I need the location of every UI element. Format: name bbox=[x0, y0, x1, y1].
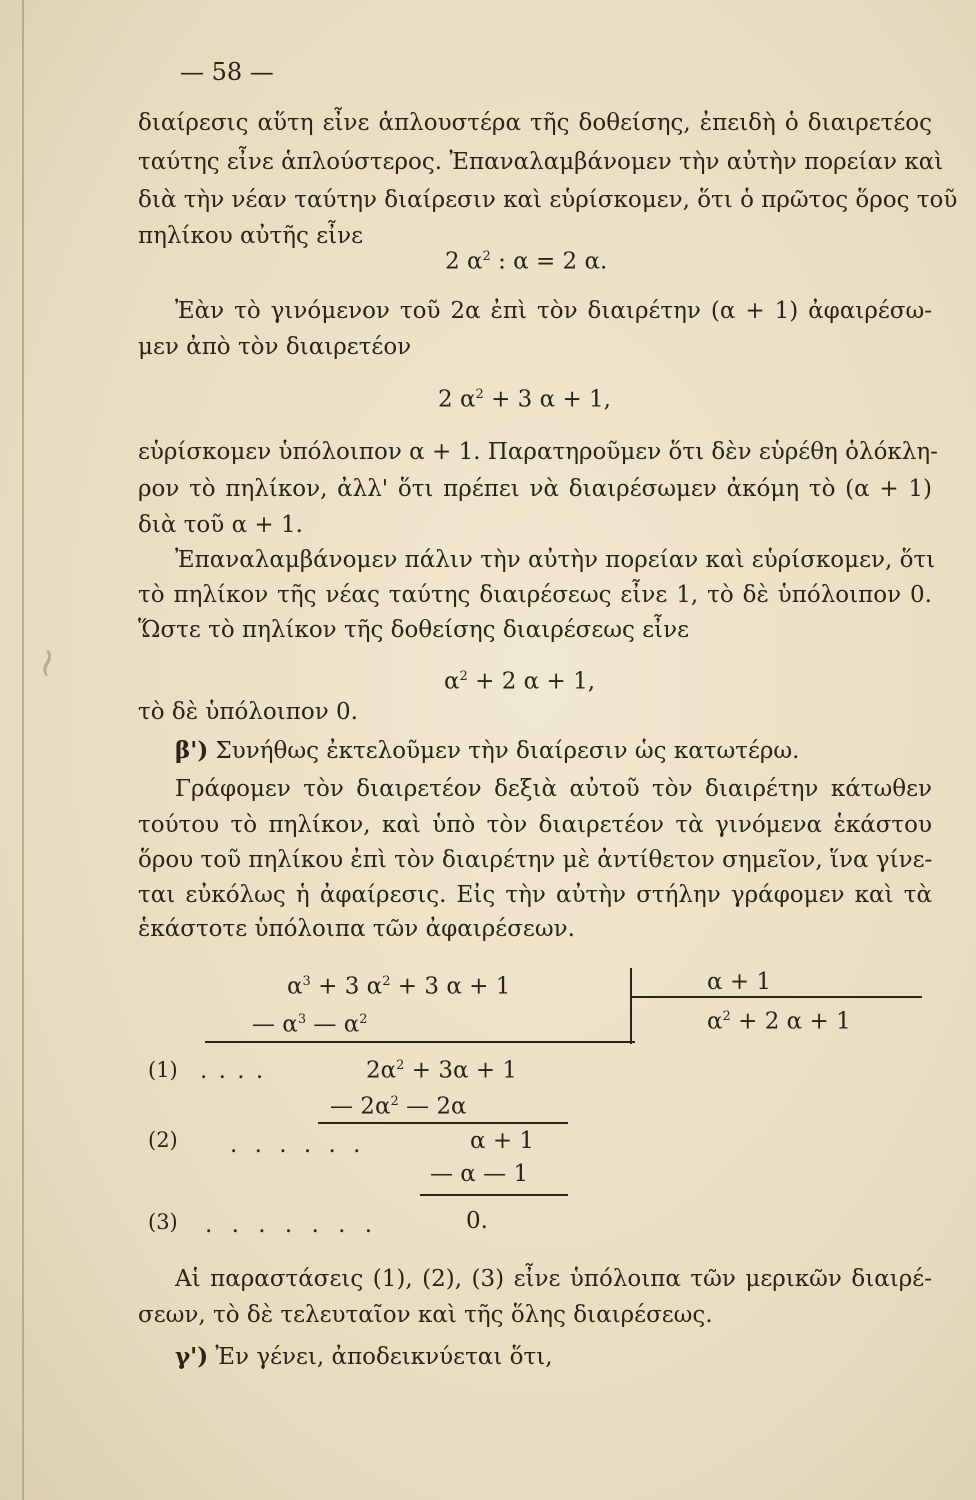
text-line: μεν ἀπὸ τὸν διαιρετέον bbox=[138, 334, 412, 360]
division-label-1: (1) bbox=[148, 1058, 178, 1082]
section-b-heading bbox=[175, 734, 799, 768]
division-term: — α bbox=[252, 1011, 298, 1038]
equation-1 bbox=[445, 240, 607, 279]
text-line: Ὥστε τὸ πηλίκον τῆς δοθείσης διαιρέσεως εἶνε bbox=[138, 617, 690, 643]
division-term: + 3 α bbox=[310, 973, 383, 1000]
equation-exponent: 2 bbox=[459, 669, 468, 684]
text-line: τούτου τὸ πηλίκον, καὶ ὑπὸ τὸν διαιρετέον τὰ γινόμενα ἑκάστου bbox=[138, 812, 932, 838]
text-line: ἑκάστοτε ὑπόλοιπα τῶν ἀφαιρέσεων. bbox=[138, 916, 575, 942]
text-line: σεων, τὸ δὲ τελευταῖον καὶ τῆς ὅλης διαιρέσεως. bbox=[138, 1302, 713, 1328]
text-line: τὸ πηλίκον τῆς νέας ταύτης διαιρέσεως εἶνε 1, τὸ δὲ ὑπόλοιπον 0. bbox=[138, 582, 932, 608]
division-remainder-2: α + 1 bbox=[470, 1128, 535, 1154]
division-dots-2: . . . . . . bbox=[230, 1132, 366, 1158]
equation-3 bbox=[444, 660, 595, 699]
division-rule bbox=[205, 1041, 635, 1043]
text-line: ρον τὸ πηλίκον, ἀλλ' ὅτι πρέπει νὰ διαιρέσωμεν ἀκόμη τὸ (α + 1) bbox=[138, 476, 932, 502]
quotient bbox=[707, 1000, 851, 1039]
divisor-rule bbox=[632, 996, 922, 998]
equation-part: 2 α bbox=[438, 386, 476, 413]
equation-part: + 2 α + 1, bbox=[467, 668, 596, 695]
division-remainder-1 bbox=[366, 1049, 517, 1088]
division-exponent: 3 bbox=[297, 1012, 307, 1027]
text-line: Ἐὰν τὸ γινόμενον τοῦ 2α ἐπὶ τὸν διαιρέτην (α + 1) ἀφαιρέσω- bbox=[175, 298, 932, 324]
text-line: ται εὐκόλως ἡ ἀφαίρεσις. Εἰς τὴν αὐτὴν στήλην γράφομεν καὶ τὰ bbox=[138, 882, 932, 908]
equation-part: + 3 α + 1, bbox=[483, 386, 611, 413]
equation-part: α bbox=[444, 668, 460, 695]
text-line: Γράφομεν τὸν διαιρετέον δεξιὰ αὐτοῦ τὸν διαιρέτην κάτωθεν bbox=[175, 776, 932, 802]
division-subtrahend-2 bbox=[330, 1085, 467, 1124]
division-term: — 2α bbox=[330, 1093, 391, 1120]
margin-pencil-mark: ~ bbox=[21, 642, 73, 684]
section-b-text: Συνήθως ἐκτελοῦμεν τὴν διαίρεσιν ὡς κατωτέρω. bbox=[208, 738, 800, 764]
division-exponent: 3 bbox=[302, 974, 311, 989]
division-dividend bbox=[287, 965, 510, 1004]
equation-part: 2 α bbox=[445, 248, 483, 275]
page-number: — 58 — bbox=[180, 58, 274, 86]
division-term: — 2α bbox=[398, 1093, 467, 1120]
division-exponent: 2 bbox=[382, 974, 391, 989]
division-remainder-3: 0. bbox=[466, 1208, 488, 1234]
text-line: Αἱ παραστάσεις (1), (2), (3) εἶνε ὑπόλοιπα τῶν μερικῶν διαιρέ- bbox=[175, 1266, 932, 1292]
division-term: — α bbox=[306, 1011, 360, 1038]
division-label-2: (2) bbox=[148, 1128, 178, 1152]
section-c-label: γ') bbox=[175, 1343, 209, 1370]
division-exponent: 2 bbox=[722, 1009, 731, 1024]
division-label-3: (3) bbox=[148, 1210, 178, 1234]
division-term: + 3 α + 1 bbox=[390, 973, 511, 1000]
division-exponent: 2 bbox=[390, 1094, 399, 1109]
text-line: διὰ τοῦ α + 1. bbox=[138, 512, 303, 538]
text-line: εὑρίσκομεν ὑπόλοιπον α + 1. Παρατηροῦμεν ὅτι δὲν εὑρέθη ὁλόκλη- bbox=[138, 439, 938, 465]
division-term: + 2 α + 1 bbox=[730, 1008, 851, 1035]
division-subtrahend-3: — α — 1 bbox=[430, 1161, 529, 1187]
equation-exponent: 2 bbox=[482, 249, 491, 264]
equation-exponent: 2 bbox=[475, 387, 484, 402]
divisor: α + 1 bbox=[707, 969, 772, 995]
division-dots-3: . . . . . . . bbox=[205, 1212, 379, 1238]
division-exponent: 2 bbox=[396, 1058, 405, 1073]
text-line: πηλίκου αὐτῆς εἶνε bbox=[138, 223, 364, 249]
remainder-line: τὸ δὲ ὑπόλοιπον 0. bbox=[138, 699, 358, 725]
division-exponent: 2 bbox=[359, 1012, 368, 1027]
text-line: Ἐπαναλαμβάνομεν πάλιν τὴν αὐτὴν πορείαν καὶ εὑρίσκομεν, ὅτι bbox=[175, 547, 936, 573]
division-term: 2α bbox=[366, 1057, 397, 1084]
section-b-label: β') bbox=[175, 737, 209, 764]
division-term: α bbox=[287, 973, 303, 1000]
equation-2 bbox=[438, 378, 611, 417]
text-line: διὰ τὴν νέαν ταύτην διαίρεσιν καὶ εὑρίσκομεν, ὅτι ὁ πρῶτος ὅρος τοῦ bbox=[138, 187, 958, 213]
section-c-text: Ἐν γένει, ἀποδεικνύεται ὅτι, bbox=[208, 1344, 553, 1370]
equation-part: : α = 2 α. bbox=[490, 248, 608, 275]
binding-edge bbox=[22, 0, 24, 1500]
division-divider bbox=[630, 968, 632, 1044]
text-line: διαίρεσις αὕτη εἶνε ἁπλουστέρα τῆς δοθείσης, ἐπειδὴ ὁ διαιρετέος bbox=[138, 110, 932, 136]
division-subtrahend-1 bbox=[252, 1003, 368, 1042]
division-term: + 3α + 1 bbox=[404, 1057, 518, 1084]
division-rule bbox=[420, 1194, 568, 1196]
section-c-heading bbox=[175, 1340, 553, 1374]
division-term: α bbox=[707, 1008, 723, 1035]
text-line: ὅρου τοῦ πηλίκου ἐπὶ τὸν διαιρέτην μὲ ἀντίθετον σημεῖον, ἵνα γίνε- bbox=[138, 847, 933, 873]
division-dots-1: . . . . bbox=[200, 1058, 266, 1084]
text-line: ταύτης εἶνε ἁπλούστερος. Ἐπαναλαμβάνομεν τὴν αὐτὴν πορείαν καὶ bbox=[138, 149, 944, 175]
